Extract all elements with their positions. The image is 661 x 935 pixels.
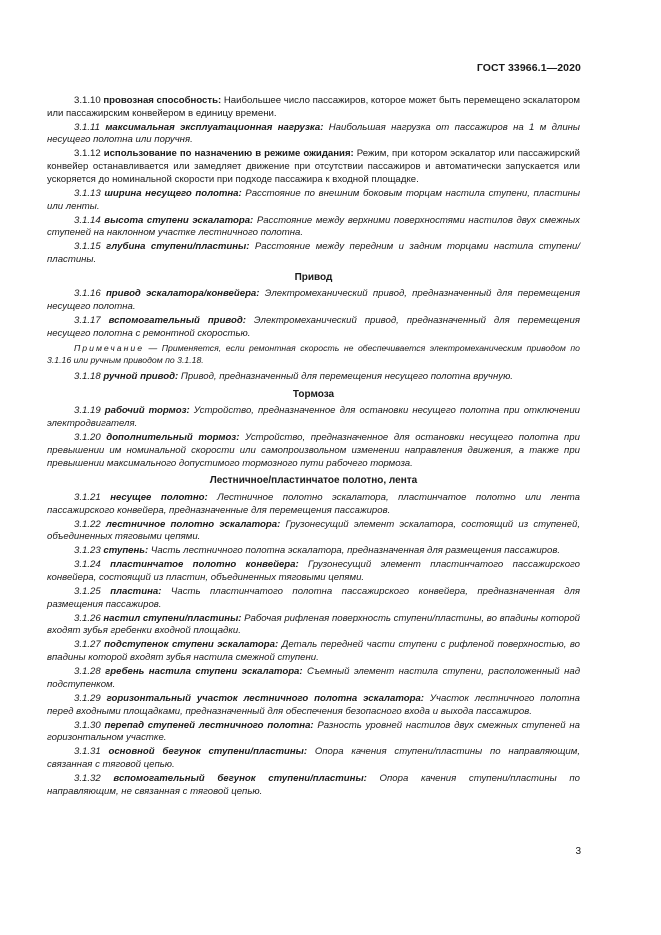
- definition-text: Расстояние между передним и задним торцами настила ступени/пластины.: [47, 241, 581, 265]
- definition-text: Электромеханический привод, предназначенный для перемещения несущего полотна с ремонтной скоростью.: [47, 315, 580, 339]
- definition-text: Грузонесущий элемент пластинчатого пассажирского конвейера, состоящий из пластин, объединенных тяговыми цепями.: [47, 559, 581, 584]
- definition-entry: [47, 288, 580, 313]
- term: привод эскалатора/конвейера:: [105, 288, 260, 300]
- clause-number: 3.1.12: [74, 148, 101, 160]
- definition-text: Разность уровней настилов двух смежных ступеней на горизонтальном участке.: [47, 719, 580, 744]
- definition-entry: [47, 371, 580, 384]
- entries-group-c: [47, 371, 580, 384]
- definition-entry: [47, 613, 580, 638]
- term: дополнительный тормоз:: [106, 432, 240, 444]
- definition-text: Рабочая рифленая поверхность ступени/пластины, во впадины которой входят зубья гребенки входной площадки.: [47, 612, 581, 637]
- clause-number: 3.1.19: [74, 405, 101, 417]
- entries-group-e: [47, 492, 580, 798]
- definition-text: Привод, предназначенный для перемещения несущего полотна вручную.: [178, 371, 513, 383]
- definition-text: Устройство, предназначенное для остановки несущего полотна при превышении им номинальной скорости или самопроизвольном изменении направления движения, а также при превышении максимального допустимого тормозного пути рабочего тормоза.: [47, 432, 580, 469]
- definition-entry: [47, 122, 580, 147]
- definition-text: Устройство, предназначенное для остановки несущего полотна при отключении электродвигателя.: [47, 405, 580, 430]
- clause-number: 3.1.11: [74, 121, 100, 133]
- definition-entry: [47, 315, 580, 340]
- definition-entry: [47, 148, 580, 186]
- section-heading-brakes: Тормоза: [292, 388, 335, 400]
- term: ручной привод:: [103, 371, 179, 383]
- clause-number: 3.1.27: [74, 639, 101, 651]
- clause-number: 3.1.28: [74, 666, 101, 678]
- entries-group-a: [47, 95, 580, 267]
- clause-number: 3.1.29: [74, 692, 101, 704]
- term: перепад ступеней лестничного полотна:: [104, 719, 314, 731]
- clause-number: 3.1.14: [74, 214, 101, 226]
- clause-number: 3.1.17: [74, 315, 101, 327]
- definition-text: Грузонесущий элемент эскалатора, состоящий из ступеней, объединенных тяговыми цепями.: [47, 518, 580, 543]
- definition-entry: [47, 492, 580, 517]
- term: лестничное полотно эскалатора:: [105, 518, 281, 530]
- clause-number: 3.1.32: [74, 772, 101, 784]
- definition-text: Расстояние по внешним боковым торцам настила ступени, пластины или ленты.: [47, 187, 580, 212]
- note-label: Примечание: [74, 343, 145, 354]
- definition-entry: [47, 545, 580, 558]
- term: глубина ступени/пластины:: [106, 241, 250, 253]
- term: использование по назначению в режиме ожидания:: [103, 148, 354, 160]
- definition-text: Съемный элемент настила ступени, расположенный над подступенком.: [47, 666, 580, 690]
- term: пластинчатое полотно конвейера:: [110, 559, 299, 571]
- clause-number: 3.1.21: [74, 491, 101, 503]
- definition-entry: [47, 666, 580, 691]
- definition-text: Наибольшая нагрузка от пассажиров на 1 м длины несущего полотна или поручня.: [47, 121, 580, 146]
- definition-text: Деталь передней части ступени с рифленой поверхностью, во впадины которой входят зубья настила смежной ступени.: [47, 639, 580, 664]
- definition-text: Наибольшее число пассажиров, которое может быть перемещено эскалатором или пассажирским конвейером в единицу времени.: [47, 95, 581, 119]
- definition-entry: [47, 559, 580, 584]
- term: подступенок ступени эскалатора:: [104, 639, 279, 651]
- term: гребень настила ступени эскалатора:: [105, 666, 303, 678]
- definition-text: Часть пластинчатого полотна пассажирского конвейера, предназначенная для размещения пассажиров.: [47, 586, 580, 610]
- definition-text: Электромеханический привод, предназначенный для перемещения несущего полотна.: [47, 288, 581, 313]
- clause-number: 3.1.24: [74, 559, 101, 571]
- definition-entry: [47, 405, 580, 430]
- definition-entry: [47, 241, 580, 266]
- definition-text: Опора качения ступени/пластины по направляющим, связанная с тяговой цепью.: [47, 746, 580, 770]
- standard-designation: ГОСТ 33966.1—2020: [476, 62, 581, 74]
- clause-number: 3.1.26: [74, 612, 101, 624]
- definition-text: Лестничное полотно эскалатора, пластинчатое полотно или лента пассажирского конвейера, предназначенные для перемещения пассажиров.: [47, 491, 580, 516]
- term: горизонтальный участок лестничного полотна эскалатора:: [106, 692, 425, 704]
- definition-entry: [47, 519, 580, 544]
- section-heading-drive: Привод: [294, 271, 333, 283]
- entries-group-b: [47, 288, 580, 340]
- definition-text: Опора качения ступени/пластины по направляющим, не связанная с тяговой цепью.: [47, 772, 580, 797]
- definition-text: Часть лестничного полотна эскалатора, предназначенная для размещения пассажиров.: [148, 545, 561, 557]
- definition-entry: [47, 720, 580, 745]
- term: пластина:: [110, 586, 162, 598]
- section-heading-belt: Лестничное/пластинчатое полотно, лента: [209, 475, 418, 487]
- definition-entry: [47, 586, 580, 611]
- term: ступень:: [103, 545, 149, 557]
- term: основной бегунок ступени/пластины:: [108, 746, 308, 758]
- term: высота ступени эскалатора:: [104, 214, 254, 226]
- definition-entry: [47, 773, 580, 798]
- term: ширина несущего полотна:: [104, 187, 242, 199]
- page-number: 3: [575, 846, 581, 857]
- definition-entry: [47, 693, 580, 718]
- definition-entry: [47, 746, 580, 771]
- term: вспомогательный бегунок ступени/пластины:: [113, 772, 367, 784]
- clause-number: 3.1.31: [74, 746, 101, 758]
- term: вспомогательный привод:: [108, 315, 246, 327]
- clause-number: 3.1.13: [74, 187, 101, 199]
- note-text: — Применяется, если ремонтная скорость не обеспечивается электромеханическим приводом по 3.1.16 или ручным приводом по 3.1.18.: [47, 343, 580, 365]
- term: несущее полотно:: [110, 491, 208, 503]
- clause-number: 3.1.25: [74, 586, 101, 598]
- entries-group-d: [47, 405, 580, 470]
- definition-entry: [47, 188, 580, 213]
- definition-text: Участок лестничного полотна перед входными площадками, предназначенный для обеспечения безопасного входа и выхода пассажиров.: [47, 692, 580, 717]
- document-body: [47, 95, 580, 800]
- note: [47, 343, 580, 366]
- definition-text: Режим, при котором эскалатор или пассажирский конвейер останавливается или замедляет движение при отсутствии пассажиров и автоматически запускается или ускоряется до номинальной скорости при подходе пассажира к входной площадке.: [47, 148, 580, 185]
- clause-number: 3.1.22: [74, 518, 101, 530]
- clause-number: 3.1.15: [74, 241, 101, 253]
- clause-number: 3.1.23: [74, 545, 101, 557]
- definition-entry: [47, 215, 580, 240]
- term: провозная способность:: [103, 95, 222, 106]
- clause-number: 3.1.18: [74, 371, 101, 383]
- clause-number: 3.1.10: [74, 95, 101, 106]
- definition-entry: [47, 432, 580, 470]
- term: настил ступени/пластины:: [103, 612, 242, 624]
- definition-entry: [47, 639, 580, 664]
- term: рабочий тормоз:: [104, 405, 190, 417]
- term: максимальная эксплуатационная нагрузка:: [105, 121, 324, 133]
- clause-number: 3.1.20: [74, 432, 101, 444]
- definition-text: Расстояние между верхними поверхностями настилов двух смежных ступеней на наклонном участке лестничного полотна.: [47, 214, 580, 239]
- clause-number: 3.1.30: [74, 719, 101, 731]
- clause-number: 3.1.16: [74, 288, 101, 300]
- definition-entry: [47, 95, 580, 120]
